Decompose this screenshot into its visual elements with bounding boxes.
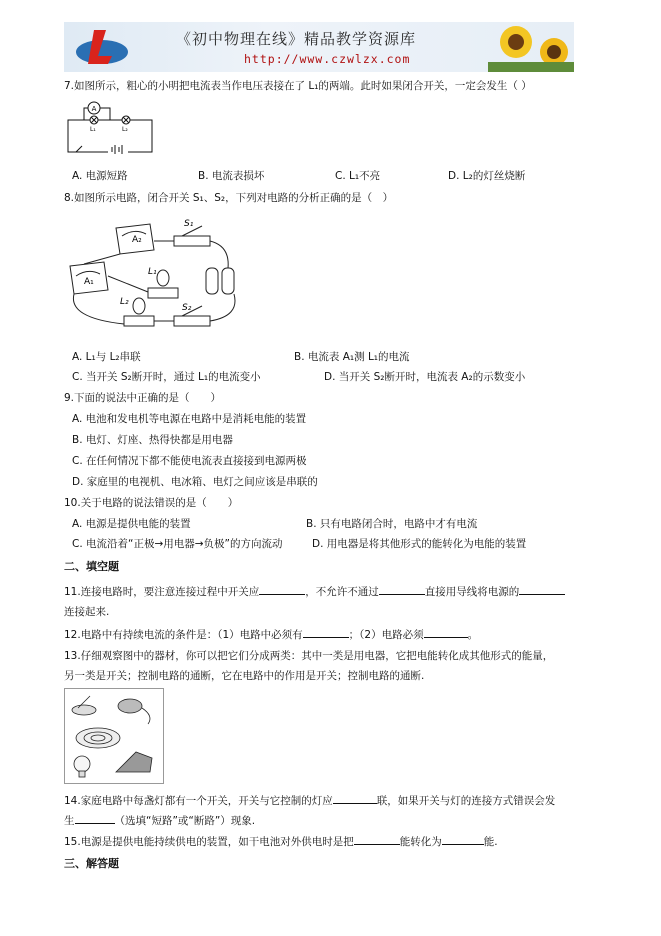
q11-text: 11.连接电路时，要注意连接过程中开关应: [64, 586, 260, 598]
q15-line: [64, 834, 498, 849]
q12-blank-1[interactable]: [303, 627, 349, 638]
q11-line2: 连接起来.: [64, 606, 110, 618]
q14-text: （选填“短路”或“断路”）现象.: [114, 815, 256, 827]
q8-option-c[interactable]: C. 当开关 S₂断开时，通过 L₁的电流变小: [72, 371, 261, 383]
q8-a2-label: A₂: [132, 235, 142, 245]
q11-blank-2[interactable]: [379, 584, 425, 595]
q13-appliances-image: [64, 688, 164, 784]
q7-option-c[interactable]: C. L₁不亮: [335, 170, 381, 182]
q8-l2-label: L₂: [120, 297, 129, 307]
q7-option-a[interactable]: A. 电源短路: [72, 170, 128, 182]
q11-line1: [64, 584, 565, 599]
q12-blank-2[interactable]: [424, 627, 468, 638]
q8-option-b[interactable]: B. 电流表 A₁测 L₁的电流: [294, 351, 410, 363]
logo-icon: [72, 26, 132, 68]
q8-l1-label: L₁: [148, 267, 157, 277]
q10-option-b[interactable]: B. 只有电路闭合时，电路中才有电流: [306, 518, 478, 530]
section-fill-in-heading: 二、填空题: [64, 560, 119, 573]
q15-text: 能.: [483, 836, 498, 848]
q7-option-b[interactable]: B. 电流表损坏: [198, 170, 265, 182]
q14-blank-2[interactable]: [75, 813, 115, 824]
q11-blank-1[interactable]: [259, 584, 305, 595]
q15-blank-2[interactable]: [442, 834, 484, 845]
q8-circuit-photo: [64, 206, 250, 340]
q8-a1-label: A₁: [84, 277, 94, 287]
q14-text: 生: [64, 815, 75, 827]
q10-option-a[interactable]: A. 电源是提供电能的装置: [72, 518, 191, 530]
banner-title: 《初中物理在线》精品教学资源库: [176, 30, 417, 48]
section-answer-heading: 三、解答题: [64, 857, 119, 870]
q13-line2: 另一类是开关；控制电路的通断，它在电路中的作用是开关；控制电路的通断.: [64, 670, 425, 682]
q11-text: 直接用导线将电源的: [424, 586, 520, 598]
q14-blank-1[interactable]: [333, 793, 377, 804]
q12-text: 12.电路中有持续电流的条件是：（1）电路中必须有: [64, 629, 303, 641]
q9-option-c[interactable]: C. 在任何情况下都不能使电流表直接接到电源两极: [72, 455, 307, 467]
q10-stem: 10.关于电路的说法错误的是（ ）: [64, 497, 239, 509]
sunflower-image: [488, 22, 574, 72]
q10-option-c[interactable]: C. 电流沿着“正极→用电器→负极”的方向流动: [72, 538, 283, 550]
q13-line1: 13.仔细观察图中的器材，你可以把它们分成两类：其中一类是用电器，它把电能转化成其他形式的能量，: [64, 650, 554, 662]
banner-url[interactable]: http://www.czwlzx.com: [244, 52, 411, 66]
q11-text: ，不允许不通过: [305, 586, 379, 598]
q9-stem: 9.下面的说法中正确的是（ ）: [64, 392, 222, 404]
q8-option-a[interactable]: A. L₁与 L₂串联: [72, 351, 141, 363]
header-banner: [64, 22, 574, 72]
q7-ammeter-label: A: [91, 105, 97, 113]
q14-text: 14.家庭电路中每盏灯都有一个开关，开关与它控制的灯应: [64, 795, 333, 807]
q9-option-d[interactable]: D. 家庭里的电视机、电冰箱、电灯之间应该是串联的: [72, 476, 318, 488]
q15-text: 15.电源是提供电能持续供电的装置，如干电池对外供电时是把: [64, 836, 354, 848]
q12-line: [64, 627, 478, 642]
q7-option-d[interactable]: D. L₂的灯丝烧断: [448, 170, 526, 182]
q7-lamp2-label: L₂: [122, 126, 128, 133]
q12-text: 。: [467, 629, 479, 641]
q7-circuit-diagram: [64, 96, 156, 158]
q15-blank-1[interactable]: [354, 834, 400, 845]
q7-lamp1-label: L₁: [90, 126, 96, 133]
q9-option-a[interactable]: A. 电池和发电机等电源在电路中是消耗电能的装置: [72, 413, 307, 425]
q9-option-b[interactable]: B. 电灯、灯座、热得快都是用电器: [72, 434, 233, 446]
q14-line2: [64, 813, 255, 828]
q15-text: 能转化为: [399, 836, 442, 848]
q8-option-d[interactable]: D. 当开关 S₂断开时，电流表 A₂的示数变小: [324, 371, 526, 383]
q7-stem: 7.如图所示，粗心的小明把电流表当作电压表接在了 L₁的两端。此时如果闭合开关，一定会发生（ ）: [64, 80, 532, 92]
q11-blank-3[interactable]: [519, 584, 565, 595]
q8-stem: 8.如图所示电路，闭合开关 S₁、S₂，下列对电路的分析正确的是（ ）: [64, 192, 394, 204]
q12-text: ；（2）电路必须: [348, 629, 424, 641]
q8-s2-label: S₂: [182, 303, 192, 313]
q10-option-d[interactable]: D. 用电器是将其他形式的能转化为电能的装置: [312, 538, 527, 550]
q8-s1-label: S₁: [184, 219, 194, 229]
q14-text: 联，如果开关与灯的连接方式错误会发: [376, 795, 556, 807]
q14-line1: [64, 793, 555, 808]
